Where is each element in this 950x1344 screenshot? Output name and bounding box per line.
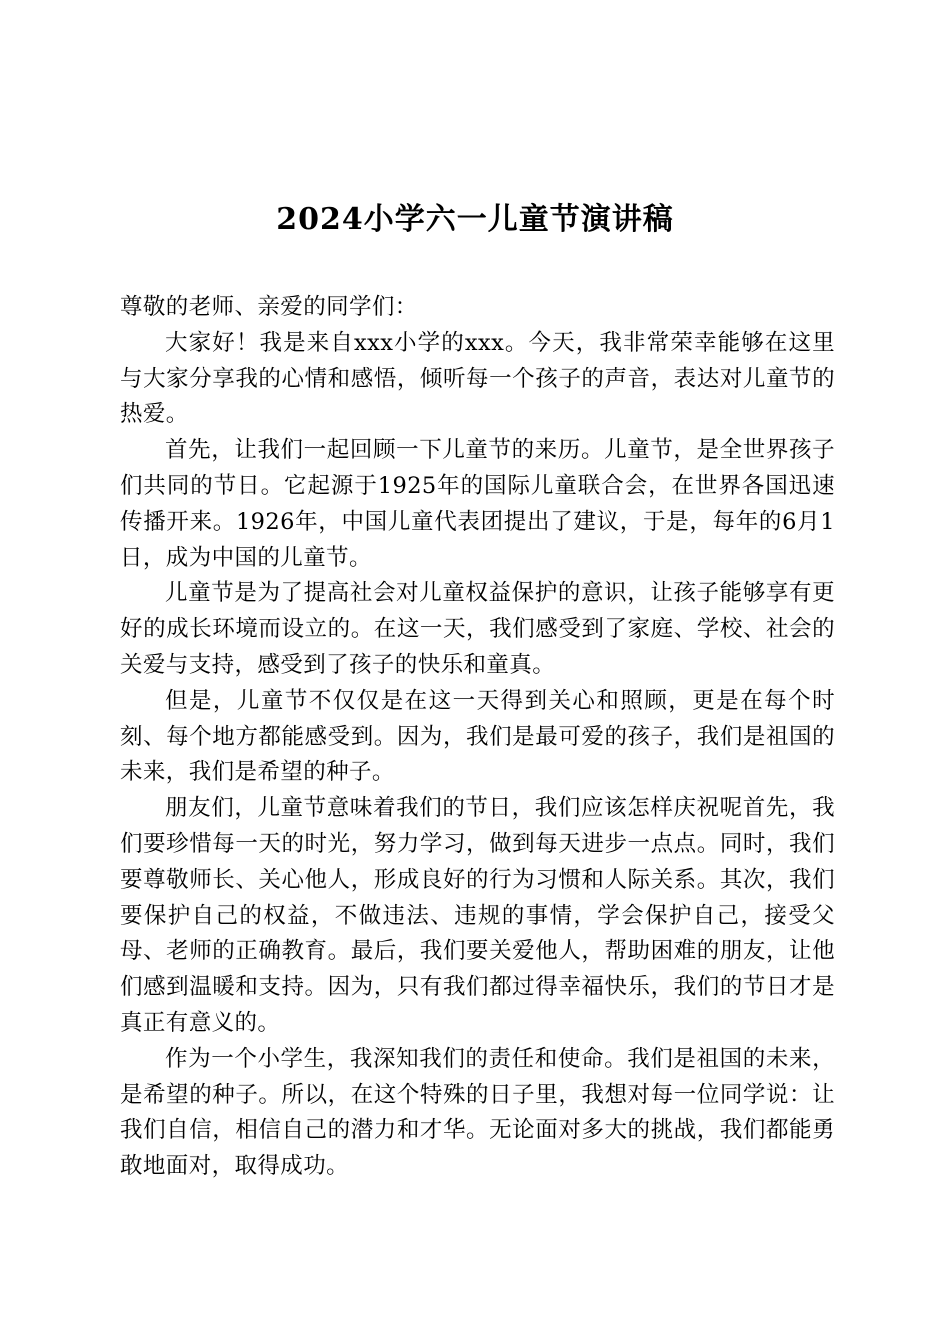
paragraph-purpose: 儿童节是为了提高社会对儿童权益保护的意识，让孩子能够享有更好的成长环境而设立的。在这一天，我们感受到了家庭、学校、社会的关爱与支持，感受到了孩子的快乐和童真。: [120, 580, 835, 678]
paragraph-intro: 大家好！我是来自xxx小学的xxx。今天，我非常荣幸能够在这里与大家分享我的心情和感悟，倾听每一个孩子的声音，表达对儿童节的热爱。: [120, 329, 835, 428]
document-title: 2024小学六一儿童节演讲稿: [276, 202, 674, 237]
paragraph-celebration: 朋友们，儿童节意味着我们的节日，我们应该怎样庆祝呢首先，我们要珍惜每一天的时光，努力学习，做到每天进步一点点。同时，我们要尊敬师长、关心他人，形成良好的行为习惯和人际关系。其次，我们要保护自己的权益，不做违法、违规的事情，学会保护自己，接受父母、老师的正确教育。最后，我们要关爱他人，帮助困难的朋友，让他们感到温暖和支持。因为，只有我们都过得幸福快乐，我们的节日才是真正有意义的。: [120, 795, 835, 1036]
paragraph-history: 首先，让我们一起回顾一下儿童节的来历。儿童节，是全世界孩子们共同的节日。它起源于1925年的国际儿童联合会，在世界各国迅速传播开来。1926年，中国儿童代表团提出了建议，于是，每年的6月1日，成为中国的儿童节。: [120, 437, 835, 571]
document-body: [120, 290, 835, 1185]
paragraph-everyday: 但是，儿童节不仅仅是在这一天得到关心和照顾，更是在每个时刻、每个地方都能感受到。因为，我们是最可爱的孩子，我们是祖国的未来，我们是希望的种子。: [120, 687, 835, 786]
paragraph-responsibility: 作为一个小学生，我深知我们的责任和使命。我们是祖国的未来，是希望的种子。所以，在这个特殊的日子里，我想对每一位同学说：让我们自信，相信自己的潜力和才华。无论面对多大的挑战，我们都能勇敢地面对，取得成功。: [120, 1045, 835, 1180]
greeting-line: 尊敬的老师、亲爱的同学们：: [120, 294, 418, 320]
